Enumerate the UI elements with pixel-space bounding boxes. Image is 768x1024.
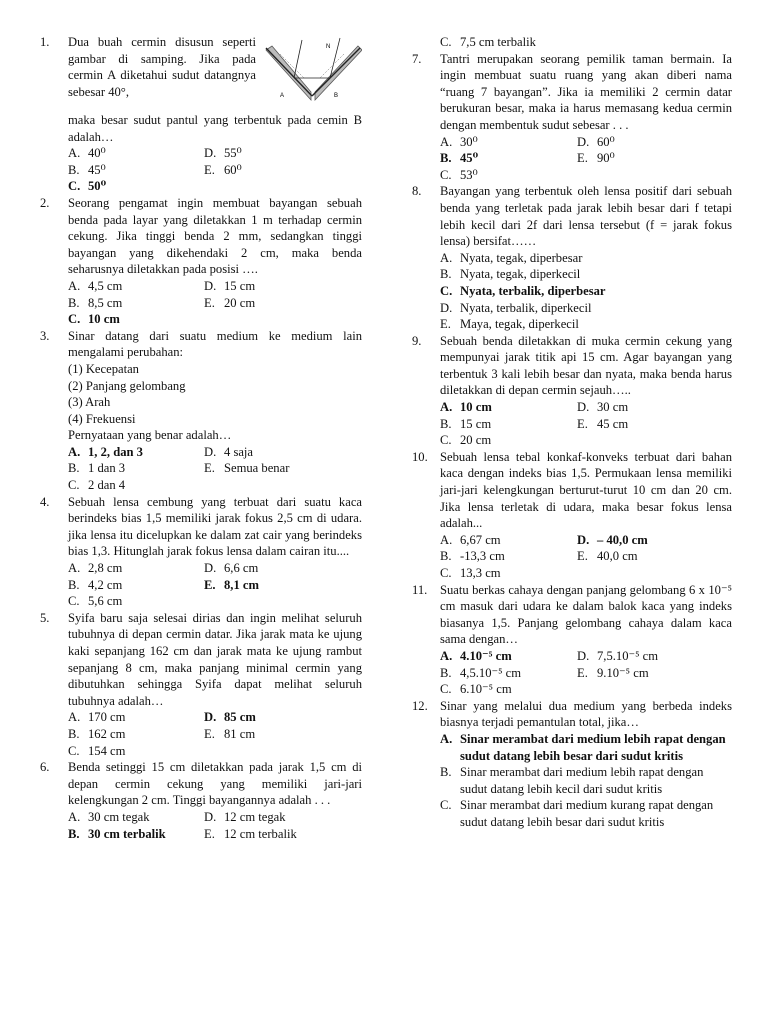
option-text: 12 cm terbalik [224,826,297,841]
option-text: 60⁰ [224,162,242,177]
answer-option [440,665,577,682]
option-text: 6.10⁻⁵ cm [460,682,512,697]
option-text: 7,5 cm terbalik [460,35,536,49]
option-text: 13,3 cm [460,566,501,580]
option-text: 4,2 cm [88,577,123,592]
option-text: 170 cm [88,710,126,725]
option-text: 53⁰ [460,167,478,182]
answer-options [440,250,732,333]
answer-option [577,399,732,416]
mirror-figure [262,34,362,112]
answer-options [440,399,732,449]
answer-option [68,709,204,726]
option-text: 10 cm [88,312,120,327]
option-key: C. [68,594,80,609]
option-key: B. [68,577,80,592]
answer-options [440,731,732,831]
question-text: Syifa baru saja selesai dirias dan ingin melihat seluruh tubuhnya di depan cermin datar. Jika jarak mata ke ujung kaki sepanjang 162 cm dan jarak mata ke ujung rambut sepanjang 8 cm, maka panjang minimal cermin yang dibutuhkan sehingga Syifa dapat melihat seluruh tubuhnya adalah… [68,610,362,708]
answer-option-correct [68,826,204,843]
answer-option [440,134,577,151]
answer-option-correct [440,731,732,764]
option-text: 7,5.10⁻⁵ cm [597,648,659,663]
option-text: 5,6 cm [88,594,123,609]
answer-option [440,167,577,184]
option-text: 45⁰ [88,162,106,177]
option-key: C. [68,179,81,194]
answer-option [440,250,732,267]
answer-option [68,743,204,760]
answer-option [577,665,732,682]
question-text: Tantri merupakan seorang pemilik taman bermain. Ia ingin membuat suatu ruang yang akan diberi nama “ruang 7 bayangan”. Jika ia memiliki 2 cermin datar berukuran besar, maka ia harus memasang kedua cermin dengan membentuk sudut sebesar . . . [440,51,732,132]
option-key: E. [204,577,216,592]
option-key: B. [440,549,452,564]
option-text: 9.10⁻⁵ cm [597,665,649,680]
option-key: D. [204,146,217,161]
question-2 [40,195,362,328]
answer-option [68,726,204,743]
two-mirrors-diagram [262,34,362,112]
answer-options [440,134,732,184]
option-key: E. [577,665,588,680]
answer-option-correct [204,709,362,726]
answer-option [68,577,204,594]
answer-option [68,460,204,477]
question-text: Sinar datang dari suatu medium ke medium lain mengalami perubahan: [68,328,362,360]
answer-option [440,548,577,565]
option-key: D. [204,561,217,576]
answer-option [68,295,204,312]
answer-option-correct [440,283,732,300]
answer-option [440,764,732,797]
answer-option [68,477,204,494]
question-8 [412,183,732,332]
figure-label-b: B [334,93,339,99]
answer-option-correct [440,648,577,665]
option-key: B. [68,162,80,177]
option-text: Nyata, tegak, diperbesar [460,250,583,265]
option-text: Sinar merambat dari medium kurang rapat dengan sudut datang lebih besar dari sudut kritis [460,798,714,829]
option-text: Nyata, terbalik, diperkecil [460,300,592,315]
question-number: 6. [40,760,50,775]
question-number: 4. [40,494,50,509]
option-key: D. [577,532,590,547]
answer-option [440,681,577,698]
question-text: Dua buah cermin disusun seperti gambar di samping. Jika pada cermin A diketahui sudut datangnya sebesar 40°, [68,35,256,99]
option-text: Semua benar [224,461,290,476]
option-key: A. [440,648,453,663]
option-key: B. [68,726,80,741]
question-7 [412,51,732,184]
option-key: C. [440,283,453,298]
option-text: 45 cm [597,416,629,431]
answer-option [440,797,732,830]
question-number: 5. [40,610,50,625]
question-4 [40,494,362,610]
option-key: D. [204,278,217,293]
option-text: Nyata, tegak, diperkecil [460,267,581,282]
answer-option [577,134,732,151]
option-text: 12 cm tegak [224,809,286,824]
option-text: 30 cm tegak [88,809,150,824]
option-text: 30 cm terbalik [88,826,166,841]
answer-option [204,826,362,843]
answer-option [68,145,204,162]
option-text: 30 cm [597,400,629,415]
answer-options [68,709,362,759]
option-key: B. [440,416,452,431]
option-key: D. [440,300,453,315]
answer-option [440,532,577,549]
option-text: Sinar merambat dari medium lebih rapat dengan sudut datang lebih kecil dari sudut kritis [460,765,704,796]
question-text: Sebuah benda diletakkan di muka cermin cekung yang mempunyai jarak titik api 15 cm. Agar bayangan yang terbentuk 3 kali lebih besar dan nyata, maka benda harus diletakkan di depan cermin sejauh….. [440,333,732,398]
question-text: Sebuah lensa tebal konkaf-konveks terbuat dari bahan kaca dengan indeks bias 1,5. Permukaan lensa memiliki jari-jari kelengkungan berturut-turut 10 cm dan 20 cm. Jika lensa terletak di udara, maka besar fokus lensa adalah... [440,449,732,531]
answer-option-correct [68,444,204,461]
option-text: 81 cm [224,726,256,741]
question-12 [412,698,732,831]
option-key: B. [68,295,80,310]
question-prompt: Pernyataan yang benar adalah… [68,428,232,443]
answer-option [204,278,362,295]
answer-option [204,809,362,826]
answer-options [68,145,362,195]
option-key: B. [440,151,452,166]
question-number: 8. [412,184,422,199]
answer-option [204,145,362,162]
option-text: 4 saja [224,444,254,459]
figure-label-a: A [280,93,285,99]
question-5 [40,610,362,759]
option-key: C. [68,312,81,327]
answer-option [440,266,732,283]
answer-option [68,278,204,295]
question-text: Sebuah lensa cembung yang terbuat dari suatu kaca berindeks bias 1,5 memiliki jarak fokus 2,5 cm di udara. jika lensa itu dicelupkan ke dalam zat cair yang berindeks bias 1,3. Hitunglah jarak fokus lensa dalam cairan itu.... [68,494,362,559]
answer-option [68,162,204,179]
answer-option-correct [577,532,732,549]
option-key: A. [68,809,81,824]
option-key: B. [440,267,452,282]
question-3 [40,328,362,494]
figure-label-n: N [326,44,331,50]
option-key: D. [577,648,590,663]
left-column [40,34,362,842]
option-text: 15 cm [460,416,492,431]
question-number: 3. [40,328,50,343]
statement-item: (2) Panjang gelombang [68,378,186,393]
question-text: Sinar yang melalui dua medium yang berbeda indeks biasnya terjadi pemantulan total, jika… [440,698,732,730]
option-key: D. [577,134,590,149]
option-text: Nyata, terbalik, diperbesar [460,283,606,298]
option-key: E. [204,726,215,741]
option-text: 85 cm [224,710,256,725]
option-key: D. [204,809,217,824]
option-text: 1, 2, dan 3 [88,444,143,459]
option-key: C. [440,798,452,813]
question-text: Suatu berkas cahaya dengan panjang gelombang 6 x 10⁻⁵ cm masuk dari udara ke dalam balok kaca yang indeks biasanya 1,5. Panjang gelombang cahaya dalam kaca sama dengan… [440,582,732,647]
option-key: A. [440,532,453,547]
answer-options [68,278,362,328]
option-key: A. [440,731,453,746]
answer-options [68,444,362,494]
answer-option-correct [440,399,577,416]
option-text: 55⁰ [224,146,242,161]
option-text: 162 cm [88,726,126,741]
option-key: E. [204,162,215,177]
option-key: E. [440,317,451,332]
option-key: C. [68,478,80,493]
option-text: 154 cm [88,743,126,758]
question-11 [412,582,732,698]
answer-option [577,150,732,167]
option-text: -13,3 cm [460,549,505,564]
answer-option [577,548,732,565]
option-key: B. [440,665,452,680]
option-text: 2,8 cm [88,561,123,576]
option-text: 6,6 cm [224,561,259,576]
question-number: 11. [412,582,428,597]
option-text: 20 cm [460,433,492,448]
answer-options [68,809,362,842]
answer-option [68,809,204,826]
answer-option [68,593,204,610]
option-text: 90⁰ [597,151,615,166]
answer-option [204,726,362,743]
option-text: 40⁰ [88,146,106,161]
answer-option-correct [68,311,204,328]
option-key: A. [440,250,453,265]
question-text: Bayangan yang terbentuk oleh lensa positif dari sebuah benda yang terletak pada jarak lebih besar dari f tetapi lebih kecil dari 2f dari lensa tersebut (f = jarak fokus lensa) bersifat…… [440,184,732,249]
option-key: D. [204,710,217,725]
option-key: E. [577,549,588,564]
answer-option-correct [440,150,577,167]
option-text: 4,5 cm [88,278,123,293]
option-key: C. [440,433,452,448]
option-text: 50⁰ [88,179,107,194]
option-key: C. [440,566,452,580]
question-number: 1. [40,35,50,49]
option-key: B. [68,461,80,476]
answer-option [440,300,732,317]
question-number: 12. [412,698,428,713]
option-key: C. [68,743,80,758]
answer-option [204,295,362,312]
option-key: E. [577,416,588,431]
option-key: A. [440,134,453,149]
answer-option [440,416,577,433]
option-key: E. [204,826,215,841]
question-text: Benda setinggi 15 cm diletakkan pada jarak 1,5 cm di depan cermin cekung yang memiliki jari-jari kelengkungan 2 cm. Tinggi bayangannya adalah . . . [68,760,362,808]
answer-option [440,316,732,333]
option-key: B. [440,765,452,780]
answer-option [577,416,732,433]
option-text: 4.10⁻⁵ cm [460,648,512,663]
option-text: 8,1 cm [224,577,259,592]
option-text: 1 dan 3 [88,461,126,476]
option-text: 2 dan 4 [88,478,126,493]
answer-option [440,432,577,449]
option-text: 45⁰ [460,151,479,166]
answer-option [204,162,362,179]
option-key: A. [440,400,453,415]
option-text: 6,67 cm [460,532,501,547]
question-9 [412,333,732,449]
option-text: 40,0 cm [597,549,638,564]
option-key: E. [204,461,215,476]
option-key: A. [68,561,81,576]
option-key: D. [204,444,217,459]
option-key: B. [68,826,80,841]
answer-option [440,34,732,51]
question-6-continued [412,34,732,51]
option-key: C. [440,35,452,49]
option-key: E. [204,295,215,310]
answer-option [204,460,362,477]
answer-options [440,648,732,698]
option-key: C. [440,682,452,697]
option-key: A. [68,278,81,293]
statement-item: (1) Kecepatan [68,361,139,376]
option-text: – 40,0 cm [597,532,648,547]
question-6 [40,759,362,842]
answer-options [440,532,732,582]
question-number: 9. [412,333,422,348]
option-key: A. [68,146,81,161]
answer-option [440,565,577,582]
answer-option [204,444,362,461]
option-key: C. [440,167,452,182]
question-1 [40,34,362,195]
question-number: 2. [40,195,50,210]
answer-option-correct [68,178,204,195]
option-text: 60⁰ [597,134,615,149]
answer-option [68,560,204,577]
question-text-continued: maka besar sudut pantul yang terbentuk pada cemin B adalah… [68,113,362,144]
statement-item: (4) Frekuensi [68,411,136,426]
option-text: 15 cm [224,278,256,293]
answer-option [577,648,732,665]
question-text: Seorang pengamat ingin membuat bayangan sebuah benda pada layar yang diletakkan 1 m terhadap cermin cekung. Jika tinggi benda 2 mm, sedangkan tinggi bayangan yang dikehendaki 2 cm, maka benda seharusnya diletakkan pada posisi …. [68,195,362,277]
option-text: Sinar merambat dari medium lebih rapat dengan sudut datang lebih besar dari sudut kritis [460,731,726,763]
option-text: 4,5.10⁻⁵ cm [460,665,522,680]
answer-option [204,560,362,577]
option-text: 8,5 cm [88,295,123,310]
option-key: E. [577,151,588,166]
answer-option-correct [204,577,362,594]
option-text: 20 cm [224,295,256,310]
option-text: 30⁰ [460,134,478,149]
option-key: A. [68,444,81,459]
statement-item: (3) Arah [68,395,111,410]
option-text: Maya, tegak, diperkecil [460,317,579,332]
answer-options [68,560,362,610]
right-column [412,34,732,831]
option-key: A. [68,710,81,725]
option-text: 10 cm [460,400,492,415]
question-10 [412,449,732,582]
option-key: D. [577,400,590,415]
question-number: 7. [412,51,422,66]
question-number: 10. [412,449,428,464]
